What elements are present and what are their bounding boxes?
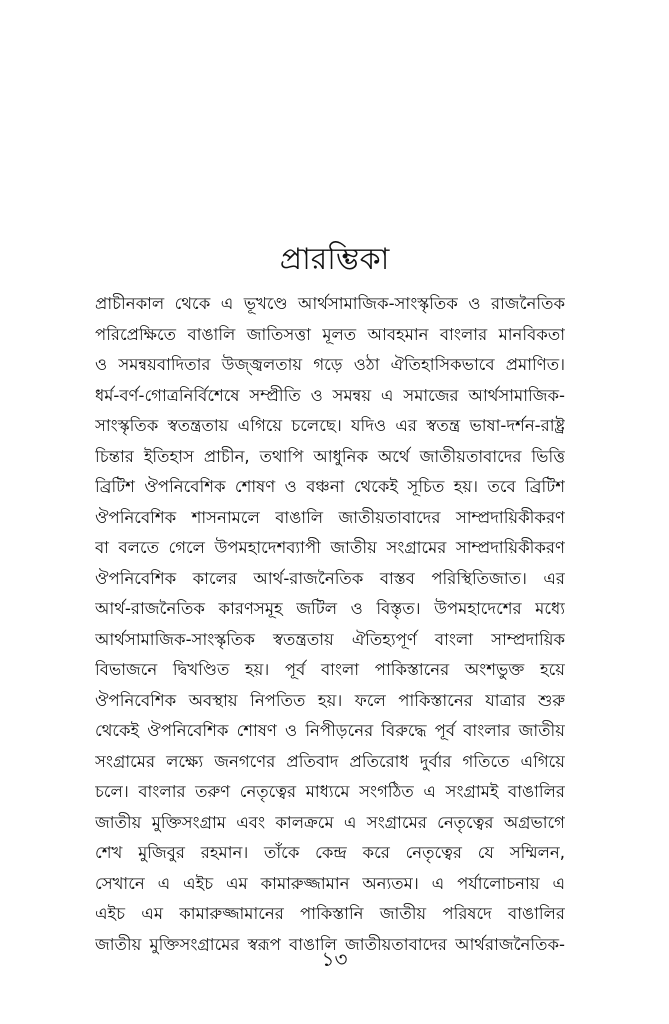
page-number: ১৩	[321, 947, 348, 971]
paragraph-line: সাংস্কৃতিক স্বতন্ত্রতায় এগিয়ে চলেছে। যদিও এর স্বতন্ত্র ভাষা-দর্শন-রাষ্ট্র	[95, 416, 565, 435]
paragraph-line: ঔপনিবেশিক কালের আর্থ-রাজনৈতিক বাস্তব পরিস্থিতিজাত। এর	[95, 568, 565, 588]
paragraph-line: সংগ্রামের লক্ষ্যে জনগণের প্রতিবাদ প্রতিরোধ দুর্বার গতিতে এগিয়ে	[95, 751, 565, 771]
paragraph-line: থেকেই ঔপনিবেশিক শোষণ ও নিপীড়নের বিরুদ্ধে পূর্ব বাংলার জাতীয়	[95, 721, 565, 740]
paragraph-line: আর্থসামাজিক-সাংস্কৃতিক স্বতন্ত্রতায় ঐতিহ্যপূর্ণ বাংলা সাম্প্রদায়িক	[95, 629, 565, 649]
paragraph-line: পরিপ্রেক্ষিতে বাঙালি জাতিসত্তা মূলত আবহমান বাংলার মানবিকতা	[95, 324, 565, 344]
paragraph-line: এইচ এম কামারুজ্জামানের পাকিস্তানি জাতীয় পরিষদে বাঙালির	[95, 904, 565, 923]
paragraph-line: ও সমন্বয়বাদিতার উজ্জ্বলতায় গড়ে ওঠা ঐতিহাসিকভাবে প্রমাণিত।	[95, 355, 565, 374]
paragraph-line: ধর্ম-বর্ণ-গোত্রনির্বিশেষে সম্প্রীতি ও সমন্বয় এ সমাজের আর্থসামাজিক-	[95, 385, 565, 405]
paragraph-line: জাতীয় মুক্তিসংগ্রাম এবং কালক্রমে এ সংগ্রামের নেতৃত্বের অগ্রভাগে	[95, 812, 565, 832]
paragraph-line: ঔপনিবেশিক শাসনামলে বাঙালি জাতীয়তাবাদের সাম্প্রদায়িকীকরণ	[95, 507, 565, 527]
paragraph-line: চলে। বাংলার তরুণ নেতৃত্বের মাধ্যমে সংগঠিত এ সংগ্রামই বাঙালির	[95, 782, 565, 801]
chapter-heading: প্রারম্ভিকা	[279, 242, 390, 277]
body-paragraph	[95, 289, 565, 960]
paragraph-line: বা বলতে গেলে উপমহাদেশব্যাপী জাতীয় সংগ্রামের সাম্প্রদায়িকীকরণ	[95, 538, 565, 557]
paragraph-line: বিভাজনে দ্বিখণ্ডিত হয়। পূর্ব বাংলা পাকিস্তানের অংশভুক্ত হয়ে	[95, 660, 565, 679]
paragraph-line: আর্থ-রাজনৈতিক কারণসমূহ জটিল ও বিস্তৃত। উপমহাদেশের মধ্যে	[95, 599, 565, 618]
paragraph-line: চিন্তার ইতিহাস প্রাচীন, তথাপি আধুনিক অর্থে জাতীয়তাবাদের ভিত্তি	[95, 446, 565, 466]
paragraph-line: শেখ মুজিবুর রহমান। তাঁকে কেন্দ্র করে নেতৃত্বের যে সম্মিলন,	[95, 843, 565, 862]
paragraph-line: ব্রিটিশ ঔপনিবেশিক শোষণ ও বঞ্চনা থেকেই সূচিত হয়। তবে ব্রিটিশ	[95, 477, 565, 496]
paragraph-line: প্রাচীনকাল থেকে এ ভূখণ্ডে আর্থসামাজিক-সাংস্কৃতিক ও রাজনৈতিক	[95, 294, 565, 313]
paragraph-line: ঔপনিবেশিক অবস্থায় নিপতিত হয়। ফলে পাকিস্তানের যাত্রার শুরু	[95, 690, 565, 710]
paragraph-line: জাতীয় মুক্তিসংগ্রামের স্বরূপ বাঙালি জাতীয়তাবাদের আর্থরাজনৈতিক-	[95, 934, 565, 954]
paragraph-line: সেখানে এ এইচ এম কামারুজ্জামান অন্যতম। এ পর্যালোচনায় এ	[95, 873, 565, 893]
